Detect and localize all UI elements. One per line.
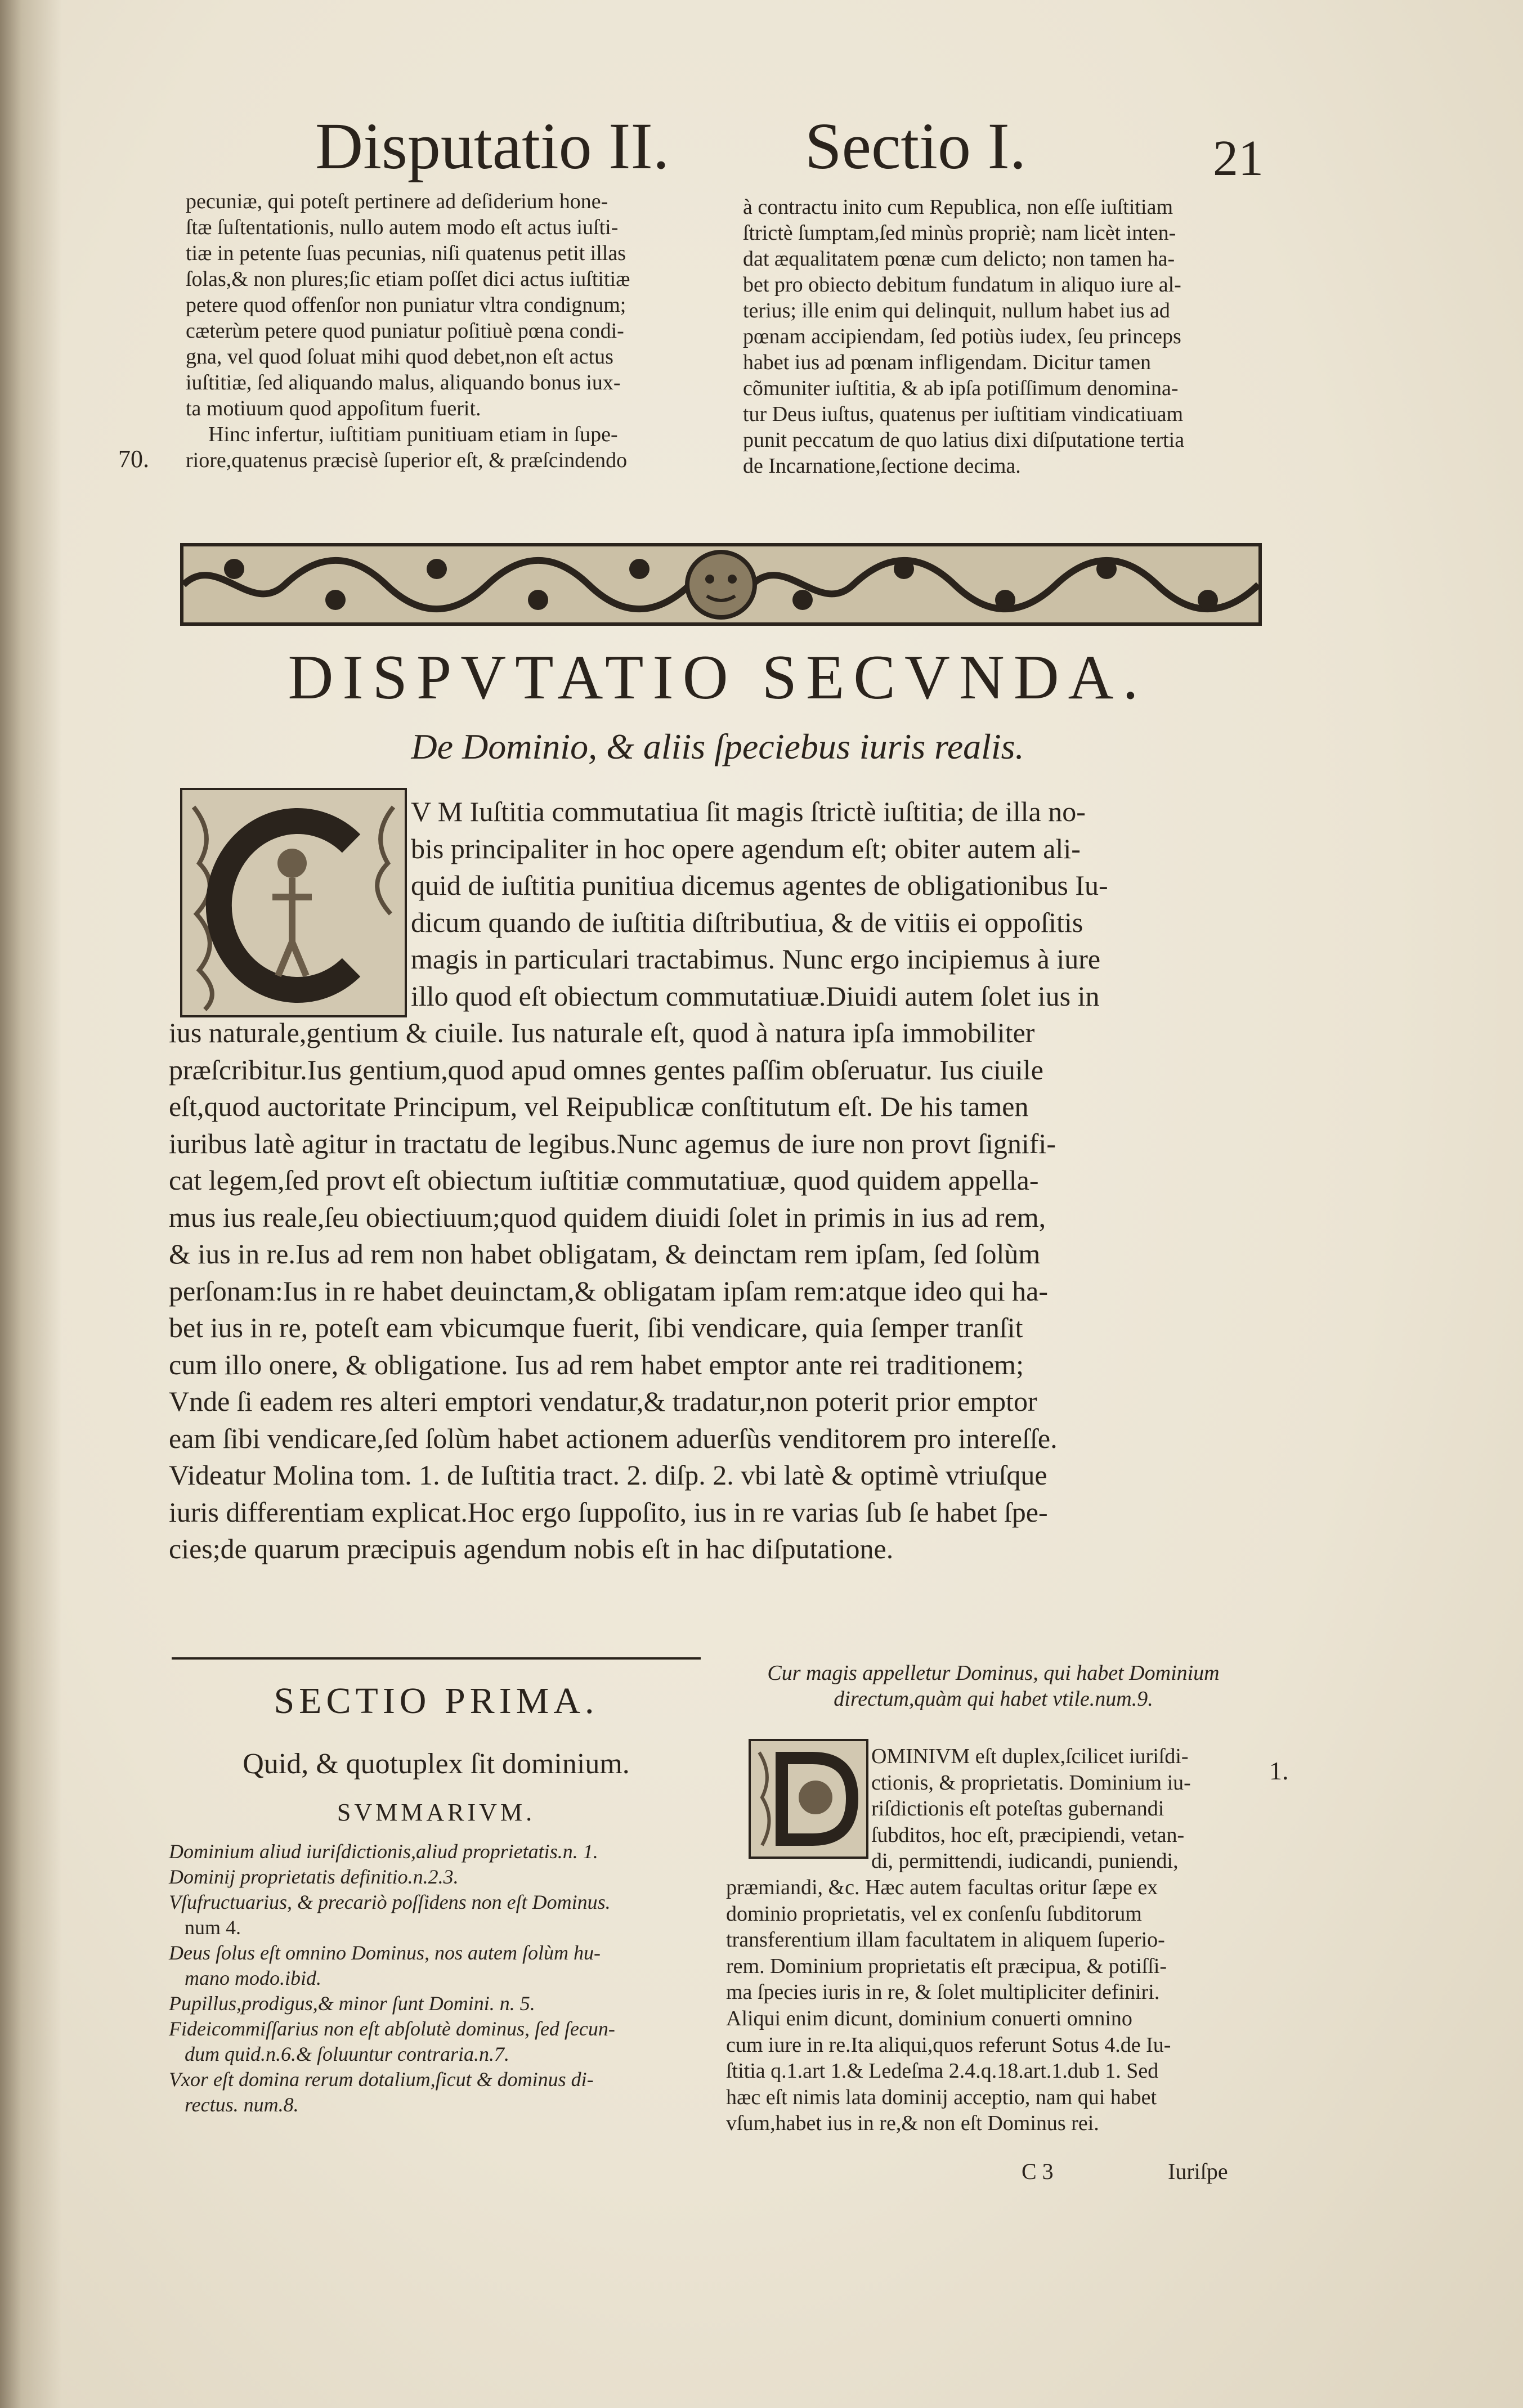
text-line: bis principaliter in hoc opere agendum eſt; obiter autem ali- <box>411 832 1081 864</box>
text-line: præſcribitur.Ius gentium,quod apud omnes gentes paſſim obſeruatur. Ius ciuile <box>169 1053 1043 1086</box>
text-line: ſtrictè ſumptam,ſed minùs propriè; nam licèt inten- <box>743 221 1176 245</box>
summary-item: num 4. <box>185 1916 241 1939</box>
text-line: riſdictionis eſt poteſtas gubernandi <box>871 1797 1164 1821</box>
text-line: quid de iuſtitia punitiua dicemus agentes de obligationibus Iu- <box>411 869 1108 901</box>
text-line: petere quod offenſor non puniatur vltra condignum; <box>186 293 626 317</box>
summary-item: Dominium aliud iuriſdictionis,aliud proprietatis.n. 1. <box>169 1840 598 1863</box>
summary-list <box>169 1839 704 2118</box>
text-line: tur Deus iuſtus, quatenus per iuſtitiam vindicatiuam <box>743 402 1184 426</box>
text-line: punit peccatum de quo latius dixi diſputatione tertia <box>743 428 1185 452</box>
summary-heading: SVMMARIVM. <box>337 1799 536 1826</box>
text-line: cum illo onere, & obligatione. Ius ad rem habet emptor ante rei traditionem; <box>169 1348 1024 1380</box>
top-left-column <box>186 189 704 473</box>
initial-c-icon <box>182 790 405 1015</box>
right-text-lead <box>871 1743 1265 1875</box>
section-title: SECTIO PRIMA. <box>274 1680 599 1721</box>
section-divider <box>172 1657 701 1660</box>
text-line: Videatur Molina tom. 1. de Iuſtitia tract. 2. diſp. 2. vbi latè & optimè vtriuſque <box>169 1459 1047 1491</box>
text-line: ctionis, & proprietatis. Dominium iu- <box>871 1770 1191 1795</box>
signature-mark: C 3 <box>1022 2159 1054 2184</box>
text-line: terius; ille enim qui delinquit, nullum habet ius ad <box>743 299 1170 322</box>
text-line: Aliqui enim dicunt, dominium conuerti omnino <box>726 2006 1132 2030</box>
text-line: à contractu inito cum Republica, non eſſe iuſtitiam <box>743 195 1173 219</box>
text-line: magis in particulari tractabimus. Nunc ergo incipiemus à iure <box>411 943 1101 975</box>
text-line: gna, vel quod ſoluat mihi quod debet,non eſt actus <box>186 345 613 369</box>
text-line: Vnde ſi eadem res alteri emptori vendatur,& tradatur,non poterit prior emptor <box>169 1385 1037 1417</box>
text-line: V M Iuſtitia commutatiua ſit magis ſtrictè iuſtitia; de illa no- <box>411 796 1086 827</box>
text-line: rem. Dominium proprietatis eſt præcipua, & potiſſi- <box>726 1954 1167 1978</box>
summary-item: mano modo.ibid. <box>185 1967 321 1989</box>
margin-number: 70. <box>118 445 149 473</box>
text-line: transferentium illam facultatem in aliquem ſuperio- <box>726 1928 1165 1952</box>
text-line: cies;de quarum præcipuis agendum nobis eſt in hac diſputatione. <box>169 1533 894 1564</box>
summary-item: rectus. num.8. <box>185 2093 299 2116</box>
text-line: pœnam accipiendam, ſed potiùs iudex, ſeu princeps <box>743 325 1181 348</box>
text-line: Cur magis appelletur Dominus, qui habet Dominium <box>767 1661 1220 1685</box>
text-line: cat legem,ſed provt eſt obiectum iuſtitiæ commutatiuæ, quod quidem appella- <box>169 1164 1039 1196</box>
decorated-initial-d <box>749 1739 868 1859</box>
text-line: bet ius in re, poteſt eam vbicumque fuerit, ſibi vendicare, quia ſemper tranſit <box>169 1312 1023 1343</box>
running-head-left: Disputatio II. <box>315 109 670 183</box>
section-question: Quid, & quotuplex ſit dominium. <box>243 1748 630 1780</box>
right-text-body <box>726 1875 1265 2137</box>
text-line: præmiandi, &c. Hæc autem facultas oritur ſæpe ex <box>726 1876 1158 1899</box>
summary-item: Vſufructuarius, & precariò poſſidens non eſt Dominus. <box>169 1891 611 1913</box>
main-text-body <box>169 1015 1261 1568</box>
summary-item: dum quid.n.6.& ſoluuntur contraria.n.7. <box>185 2043 510 2065</box>
summary-item: Fideicommiſſarius non eſt abſolutè dominus, ſed ſecun- <box>169 2017 615 2040</box>
text-line: OMINIVM eſt duplex,ſcilicet iuriſdi- <box>871 1745 1189 1768</box>
text-line: ſtitia q.1.art 1.& Ledeſma 2.4.q.18.art.1.dub 1. Sed <box>726 2059 1159 2083</box>
text-line: pecuniæ, qui poteſt pertinere ad deſiderium hone- <box>186 190 608 213</box>
text-line: ta motiuum quod appoſitum fuerit. <box>186 397 481 420</box>
text-line: iuris differentiam explicat.Hoc ergo ſuppoſito, ius in re varias ſub ſe habet ſpe- <box>169 1496 1048 1528</box>
text-line: di, permittendi, iudicandi, puniendi, <box>871 1849 1179 1873</box>
text-line: dicum quando de iuſtitia diſtributiua, & de vitiis ei oppoſitis <box>411 906 1083 938</box>
text-line: bet pro obiecto debitum fundatum in aliquo iure al- <box>743 273 1181 297</box>
text-line: ius naturale,gentium & ciuile. Ius naturale eſt, quod à natura ipſa immobiliter <box>169 1017 1035 1048</box>
text-line: & ius in re.Ius ad rem non habet obligatam, & deinctam rem ipſam, ſed ſolùm <box>169 1238 1041 1270</box>
text-line: illo quod eſt obiectum commutatiuæ.Diuidi autem ſolet ius in <box>411 980 1100 1012</box>
text-line: dat æqualitatem pœnæ cum delicto; non tamen ha- <box>743 247 1175 271</box>
top-right-column <box>743 194 1261 479</box>
summary-item: Vxor eſt domina rerum dotalium,ſicut & dominus di- <box>169 2068 594 2091</box>
text-line: directum,quàm qui habet vtile.num.9. <box>834 1687 1153 1711</box>
text-line: vſum,habet ius in re,& non eſt Dominus rei. <box>726 2111 1099 2136</box>
text-line: ma ſpecies iuris in re, & ſolet multipliciter definiri. <box>726 1980 1160 2005</box>
text-line: Hinc infertur, iuſtitiam punitiuam etiam in ſupe- <box>208 423 618 446</box>
catchword: Iuriſpe <box>1168 2159 1228 2184</box>
text-line: iuſtitiæ, ſed aliquando malus, aliquando bonus iux- <box>186 371 621 394</box>
text-line: eſt,quod auctoritate Principum, vel Reipublicæ conſtitutum eſt. De his tamen <box>169 1091 1029 1122</box>
text-line: eam ſibi vendicare,ſed ſolùm habet actionem aduerſùs venditorem pro intereſſe. <box>169 1422 1058 1454</box>
text-line: tiæ in petente ſuas pecunias, niſi quatenus petit illas <box>186 241 626 265</box>
text-line: habet ius ad pœnam infligendam. Dicitur tamen <box>743 351 1151 374</box>
summary-item: Deus ſolus eſt omnino Dominus, nos autem ſolùm hu- <box>169 1941 601 1964</box>
text-line: perſonam:Ius in re habet deuinctam,& obligatam ipſam rem:atque ideo qui ha- <box>169 1275 1049 1307</box>
summary-item: Pupillus,prodigus,& minor ſunt Domini. n. 5. <box>169 1992 535 2015</box>
disputatio-subtitle: De Dominio, & aliis ſpeciebus iuris realis. <box>411 727 1024 766</box>
page-number: 21 <box>1213 131 1264 186</box>
initial-d-icon <box>751 1741 866 1857</box>
gutter-shadow <box>0 0 62 2408</box>
text-line: cum iure in re.Ita aliqui,quos referunt Sotus 4.de Iu- <box>726 2033 1171 2057</box>
text-line: cõmuniter iuſtitia, & ab ipſa potiſſimum denomina- <box>743 376 1179 400</box>
text-line: ſubditos, hoc eſt, præcipiendi, vetan- <box>871 1823 1185 1847</box>
text-line: mus ius reale,ſeu obiectiuum;quod quidem diuidi ſolet in primis in ius ad rem, <box>169 1201 1046 1233</box>
text-line: dominio proprietatis, vel ex conſenſu ſubditorum <box>726 1902 1142 1926</box>
text-line: ſolas,& non plures;ſic etiam poſſet dici actus iuſtitiæ <box>186 267 630 291</box>
summary-item: Dominij proprietatis definitio.n.2.3. <box>169 1866 459 1888</box>
text-line: hæc eſt nimis lata dominij acceptio, nam qui habet <box>726 2085 1157 2109</box>
main-text-lead <box>411 793 1261 1015</box>
text-line: riore,quatenus præcisè ſuperior eſt, & præſcindendo <box>186 449 628 472</box>
scroll-ornament-icon <box>183 546 1258 622</box>
disputatio-title: DISPVTATIO SECVNDA. <box>288 643 1148 712</box>
text-line: ſtæ ſuſtentationis, nullo autem modo eſt actus iuſti- <box>186 216 619 239</box>
text-line: de Incarnatione,ſectione decima. <box>743 454 1021 478</box>
ornamental-headpiece <box>180 543 1262 626</box>
text-line: iuribus latè agitur in tractatu de legibus.Nunc agemus de iure non provt ſignifi- <box>169 1127 1056 1159</box>
running-head-right: Sectio I. <box>805 109 1027 183</box>
summary-note <box>726 1660 1261 1712</box>
right-margin-number: 1. <box>1269 1756 1289 1785</box>
text-line: cæterùm petere quod puniatur poſitiuè pœna condi- <box>186 319 624 343</box>
decorated-initial-c <box>180 788 407 1017</box>
